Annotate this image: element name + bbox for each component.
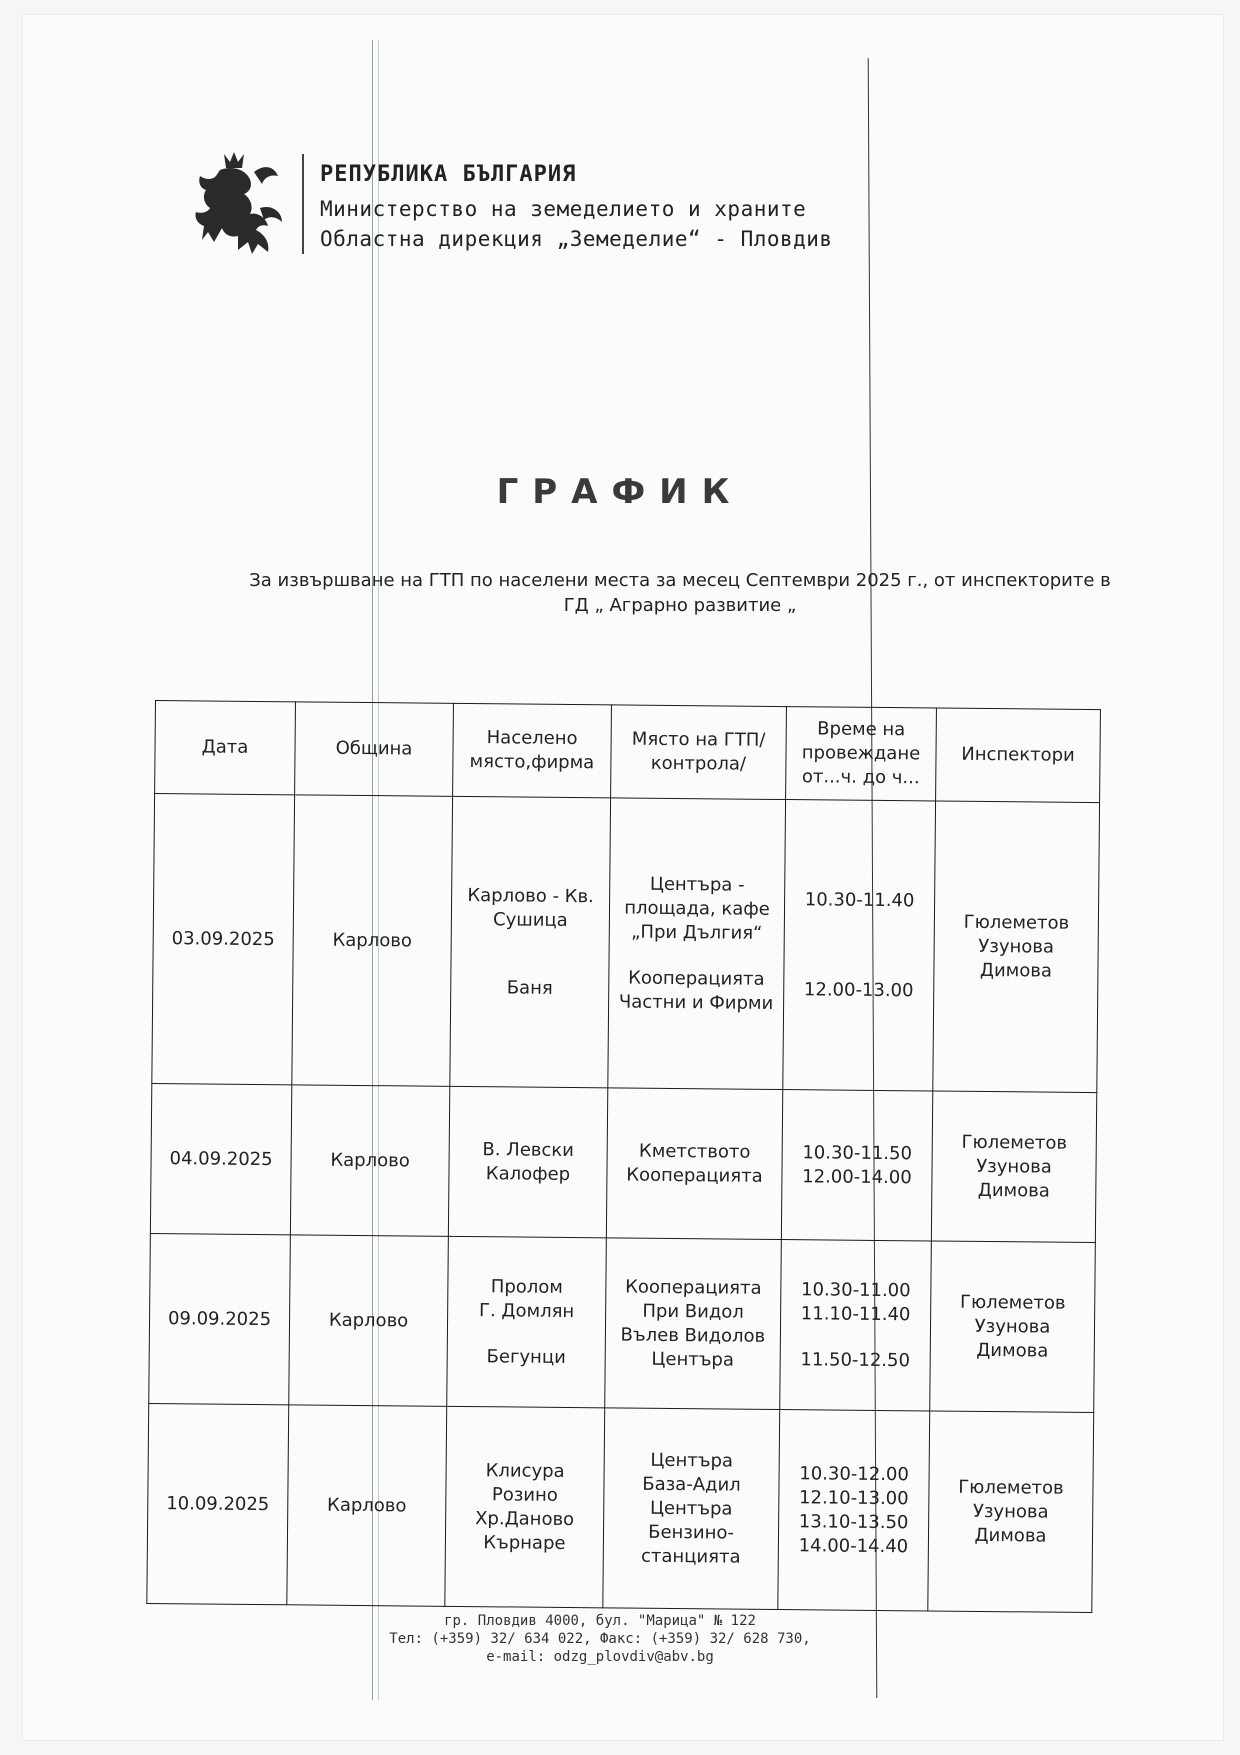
table-header-row [155,701,1101,803]
header-settlement: Населено място,фирма [453,703,612,798]
header-time: Време на провеждане от...ч. до ч... [786,707,937,801]
time-item: 11.50-12.50 [800,1348,911,1371]
footer-address: гр. Пловдив 4000, бул. "Марица" № 122 [444,1613,756,1629]
time-item: 11.10-11.40 [800,1302,911,1325]
cell-municipality: Карлово [287,1405,447,1607]
footer-email: e-mail: odzg_plovdiv@abv.bg [486,1649,714,1665]
inspector-name: Димова [979,959,1053,982]
place-item: Центъра [651,1348,735,1371]
settlement-item: В. Левски [482,1138,575,1161]
header-inspectors: Инспектори [936,708,1101,803]
ministry-name: Министерство на земеделието и храните [320,197,807,221]
letterhead [190,140,950,270]
place-item: Кооперацията Частни и Фирми [618,967,774,1014]
time-item: 13.10-13.50 [798,1510,909,1533]
inspector-name: Димова [977,1179,1050,1202]
cell-inspectors [930,1241,1096,1413]
inspector-name: Димова [976,1339,1049,1362]
cell-inspectors [931,1091,1096,1243]
settlement-item: Бегунци [486,1345,566,1368]
time-item: 12.00-13.00 [803,978,914,1001]
footer-phone: Тел: (+359) 32/ 634 022, Факс: (+359) 32/ 628 730, [389,1631,811,1647]
cell-date: 04.09.2025 [150,1083,291,1234]
time-item: 10.30-11.00 [800,1278,911,1301]
subtitle-line: За извършване на ГТП по населени места за месец Септември 2025 г., от инспекторите в [249,570,1111,591]
time-item: 14.00-14.40 [798,1534,909,1557]
table-row [147,1403,1094,1612]
place-item: Центъра - площада, кафе „При Дългия“ [624,873,770,944]
inspector-name: Узунова [974,1315,1051,1338]
inspector-name: Гюлеметов [963,911,1070,934]
settlement-item: Карлово - Кв. Сушица [467,884,594,931]
place-item: Центъра [649,1497,733,1520]
inspector-name: Гюлеметов [961,1131,1068,1154]
place-item: Бензино-станцията [640,1521,741,1568]
time-item: 12.10-13.00 [798,1486,909,1509]
cell-place [605,1238,782,1410]
document-subtitle [200,568,1160,618]
cell-settlement [445,1406,605,1608]
cell-time [783,800,936,1091]
settlement-item: Хр.Даново [475,1507,575,1530]
cell-place [603,1408,780,1610]
cell-place [608,798,786,1090]
subtitle-line: ГД „ Аграрно развитие „ [563,595,797,616]
header-date: Дата [155,701,296,795]
inspector-name: Димова [974,1524,1047,1547]
table-row [150,1083,1096,1242]
cell-time [781,1090,932,1241]
inspector-name: Узунова [978,935,1055,958]
place-item: База-Адил [642,1473,741,1496]
cell-time [780,1240,932,1411]
bulgarian-lion-icon [190,148,290,266]
cell-municipality: Карлово [289,1235,449,1407]
cell-inspectors [933,801,1100,1093]
settlement-item: Баня [506,976,553,999]
settlement-item: Калофер [485,1162,571,1185]
cell-municipality: Карлово [292,795,453,1087]
inspector-name: Гюлеметов [958,1476,1064,1499]
footer-contacts [300,1612,900,1666]
settlement-item: Кърнаре [483,1531,566,1554]
place-item: Кметството [638,1140,751,1163]
cell-inspectors [928,1411,1094,1613]
header-municipality: Община [295,702,454,797]
inspector-name: Гюлеметов [959,1291,1066,1314]
settlement-item: Розино [491,1483,558,1506]
settlement-item: Клисура [485,1459,565,1482]
country-name: РЕПУБЛИКА БЪЛГАРИЯ [320,162,577,187]
cell-settlement [448,1086,607,1238]
inspector-name: Узунова [972,1500,1049,1523]
table-row [152,794,1100,1093]
place-item: Центъра [650,1449,734,1472]
cell-date: 10.09.2025 [147,1403,289,1604]
time-item: 10.30-11.40 [804,888,915,911]
settlement-item: Пролом [490,1275,564,1298]
time-item: 12.00-14.00 [802,1165,912,1188]
cell-settlement [450,796,611,1088]
cell-date: 03.09.2025 [152,794,295,1085]
letterhead-divider [302,154,304,254]
inspector-name: Узунова [976,1155,1052,1178]
cell-municipality: Карлово [290,1085,449,1237]
place-item: Кооперацията [626,1164,763,1187]
cell-date: 09.09.2025 [149,1233,291,1404]
document-title: ГРАФИК [496,472,744,512]
time-item: 10.30-12.00 [799,1462,909,1485]
cell-place [606,1088,782,1240]
settlement-item: Г. Домлян [478,1299,575,1322]
directorate-name: Областна дирекция „Земеделие“ - Пловдив [320,227,833,251]
table-row [149,1233,1096,1412]
place-item: Кооперацията [625,1276,762,1299]
schedule-table [146,700,1101,1613]
place-item: При Видол [642,1300,744,1323]
cell-settlement [447,1236,607,1408]
cell-time [778,1410,930,1611]
header-place: Място на ГТП/контрола/ [611,705,787,800]
time-item: 10.30-11.50 [802,1141,913,1164]
place-item: Вълев Видолов [620,1323,766,1347]
